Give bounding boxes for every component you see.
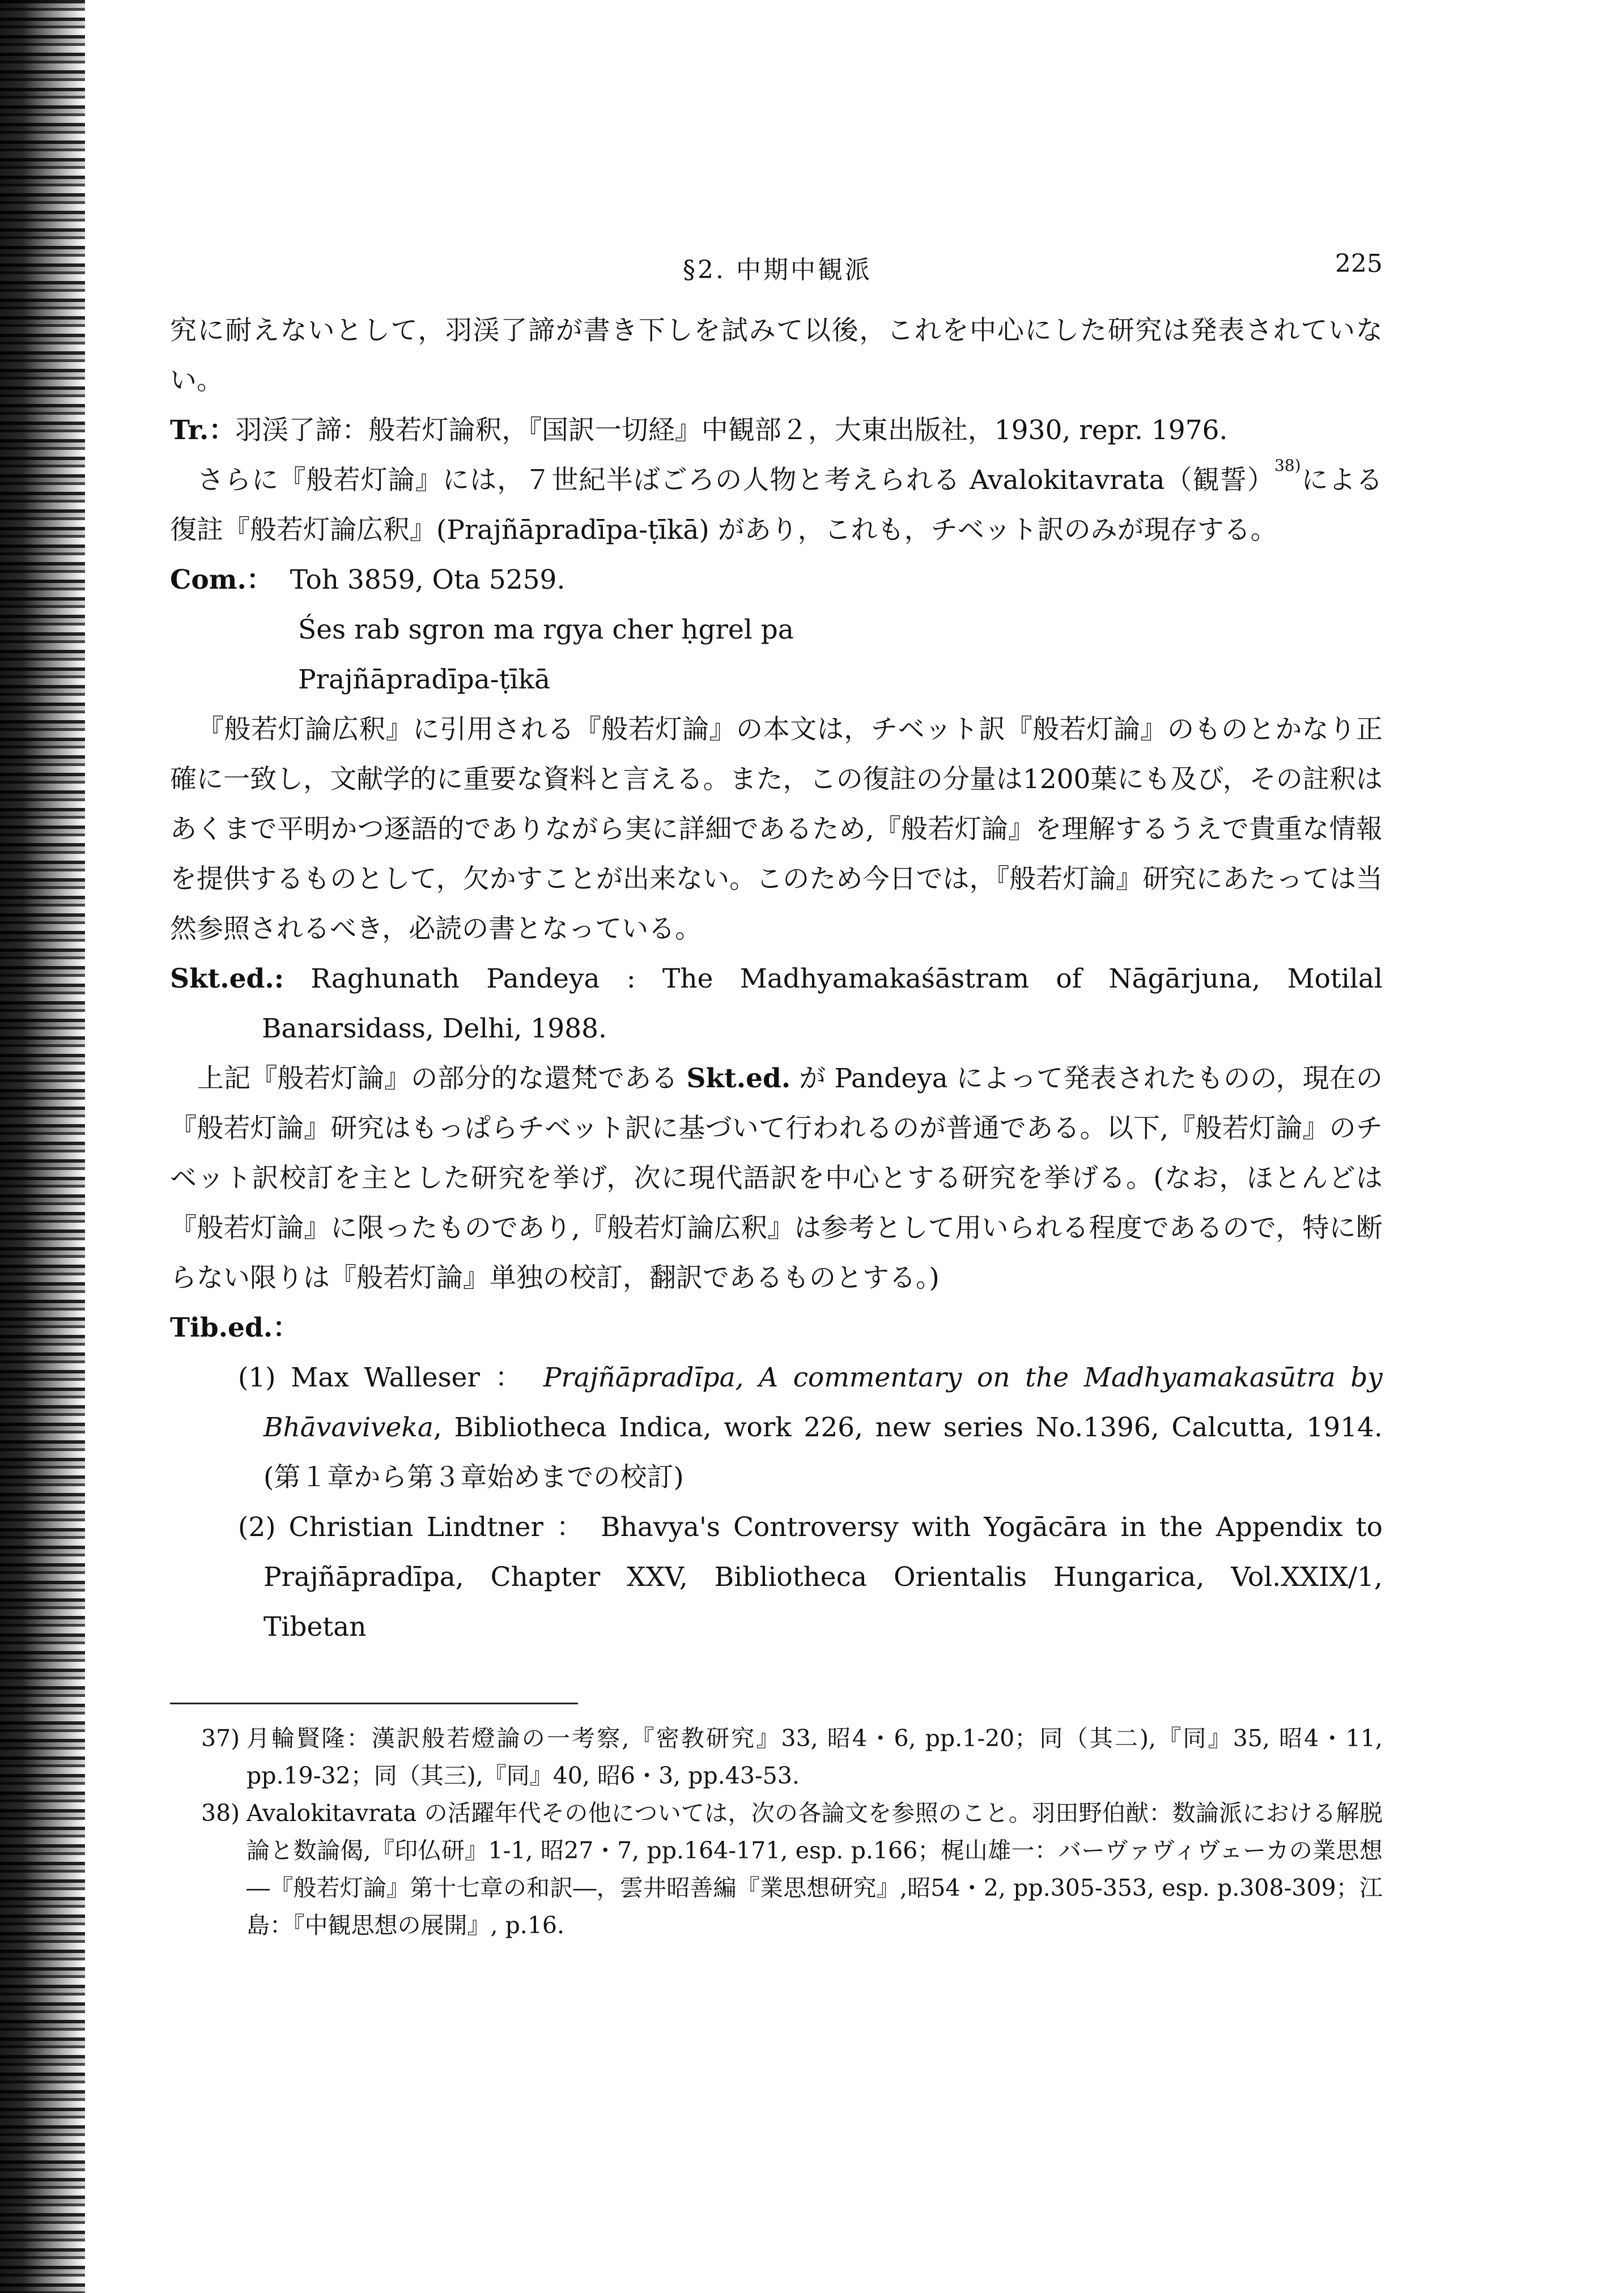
commentary-entry <box>170 555 1383 605</box>
running-title: §2. 中期中観派 <box>683 256 872 284</box>
paragraph-3: 『般若灯論広釈』に引用される『般若灯論』の本文は，チベット訳『般若灯論』のものとかなり正確に一致し，文献学的に重要な資料と言える。また，この復註の分量は1200葉にも及び，その註釈はあくまで平明かつ逐語的でありながら実に詳細であるため,『般若灯論』を理解するうえで貴重な情報を提供するものとして，欠かすことが出来ない。このため今日では，『般若灯論』研究にあたっては当然参照されるべき，必読の書となっている。 <box>170 714 1383 945</box>
tr-label: Tr.： <box>170 415 236 446</box>
page-header <box>170 249 1383 289</box>
paragraph-4 <box>170 1054 1383 1303</box>
paragraph-2-b: による復註『般若灯論広釈』(Prajñāpradīpa-ṭīkā) があり，これも，チベット訳のみが現存する。 <box>170 465 1383 546</box>
reference-2 <box>170 1503 1383 1652</box>
footnote-37 <box>170 1720 1383 1794</box>
page-number: 225 <box>1335 249 1383 278</box>
footnote-number: 37) <box>201 1725 240 1752</box>
footnote-rule <box>170 1703 578 1704</box>
paragraph-1: 究に耐えないとして，羽渓了諦が書き下しを試みて以後，これを中心にした研究は発表されていない。 <box>170 315 1383 396</box>
main-text <box>170 306 1383 1652</box>
reference-1 <box>170 1353 1383 1503</box>
paragraph-4-b: が Pandeya によって発表されたものの，現在の『般若灯論』研究はもっぱらチベット訳に基づいて行われるのが普通である。以下,『般若灯論』のチベット訳校訂を主とした研究を挙げ，次に現代語訳を中心とする研究を挙げる。(なお，ほとんどは『般若灯論』に限ったものであり,『般若灯論広釈』は参考として用いられる程度であるので，特に断らない限りは『般若灯論』単独の校訂，翻訳であるものとする。) <box>170 1063 1383 1294</box>
paragraph-4-bold: Skt.ed. <box>686 1063 791 1094</box>
com-text: Toh 3859, Ota 5259. <box>290 564 566 595</box>
com-tibetan-title: Śes rab sgron ma rgya cher ḥgrel pa <box>298 614 794 645</box>
ref2-text: Christian Lindtner ： Bhavya's Controversy with Yogācāra in the Appendix to Prajñāpradīpa, Chapter XXV, Bibliotheca Orientalis Hungarica, Vol.XXIX/1, Tibetan <box>263 1512 1383 1643</box>
skted-text: Raghunath Pandeya : The Madhyamakaśāstram of Nāgārjuna, Motilal Banarsidass, Delhi, 1988. <box>262 963 1383 1044</box>
translation-entry <box>170 406 1383 456</box>
com-label: Com.： <box>170 564 273 595</box>
book-binding-shadow <box>0 0 85 2293</box>
paragraph-2-a: さらに『般若灯論』には，７世紀半ばごろの人物と考えられる Avalokitavrata（観誓） <box>197 465 1275 496</box>
skted-label: Skt.ed.: <box>170 963 284 994</box>
footnotes <box>170 1720 1383 1944</box>
ref1-number: (1) <box>238 1362 276 1393</box>
footnote-number: 38) <box>201 1799 240 1827</box>
ref1-rest: , Bibliotheca Indica, work 226, new series No.1396, Calcutta, 1914. (第１章から第３章始めまでの校訂) <box>263 1412 1383 1493</box>
com-sanskrit-title: Prajñāpradīpa-ṭīkā <box>298 664 551 695</box>
footnote-text: Avalokitavrata の活躍年代その他については，次の各論文を参照のこと。羽田野伯猷：数論派における解脱論と数論偈,『印仏研』1-1, 昭27・7, pp.164-171, esp. p.166；梶山雄一：バーヴァヴィヴェーカの業思想―『般若灯論』第十七章の和訳―，雲井昭善編『業思想研究』,昭54・2, pp.305-353, esp. p.308-309；江島：『中観思想の展開』, p.16. <box>246 1799 1383 1939</box>
paragraph-4-a: 上記『般若灯論』の部分的な還梵である <box>197 1063 678 1094</box>
footnote-text: 月輪賢隆：漢訳般若燈論の一考察,『密教研究』33, 昭4・6, pp.1-20；同（其二),『同』35, 昭4・11, pp.19-32；同（其三),『同』40, 昭6・3, pp.43-53. <box>246 1725 1383 1789</box>
skt-ed-entry <box>170 954 1383 1054</box>
paragraph-2 <box>170 456 1383 555</box>
tr-text: 羽渓了諦：般若灯論釈，『国訳一切経』中観部２，大東出版社，1930, repr. 1976. <box>235 415 1228 446</box>
ref2-number: (2) <box>238 1512 276 1543</box>
ref1-author: Max Walleser ： <box>291 1362 529 1393</box>
footnote-38 <box>170 1794 1383 1944</box>
tib-ed-heading: Tib.ed.： <box>170 1312 300 1343</box>
footnote-ref-38: 38) <box>1274 456 1301 475</box>
ref1-title: Prajñāpradīpa, A commentary on the Madhyamakasūtra by Bhāvaviveka <box>263 1362 1383 1443</box>
